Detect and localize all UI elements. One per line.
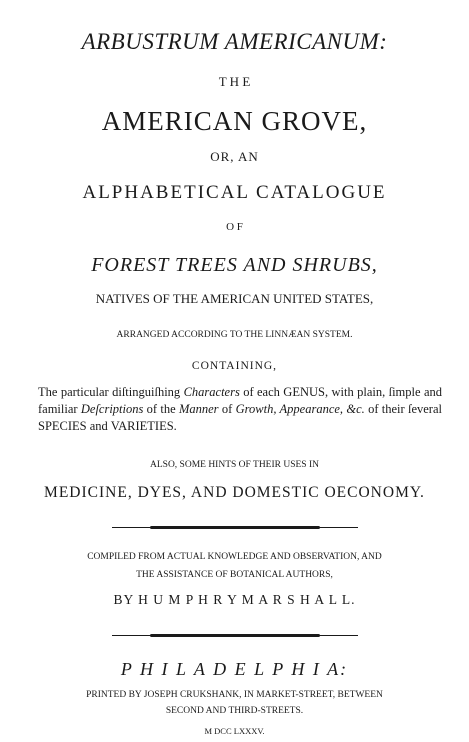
para-text-7: of [218,402,236,416]
or-an: OR, AN [210,149,259,164]
compiled-line-2: THE ASSISTANCE OF BOTANICAL AUTHORS, [136,570,333,580]
description-paragraph [38,384,442,435]
of-heading: O F [226,221,243,233]
printed-line-2: SECOND AND THIRD-STREETS. [165,706,304,716]
natives-line: NATIVES OF THE AMERICAN UNITED STATES, [95,291,374,306]
title-main: ARBUSTRUM AMERICANUM: [81,29,388,54]
city-line: P H I L A D E L P H I A: [120,659,349,679]
para-text-3: of each GENUS, with plain, ſimple and familiar [38,385,442,416]
compiled-line-1: COMPILED FROM ACTUAL KNOWLEDGE AND OBSERVATION, AND [87,552,382,562]
arranged-line: ARRANGED ACCORDING TO THE LINNÆAN SYSTEM. [116,330,353,340]
medicine-line: MEDICINE, DYES, AND DOMESTIC OECONOMY. [44,484,425,501]
containing-line: CONTAINING, [191,360,278,372]
forest-trees: FOREST TREES AND SHRUBS, [91,254,378,276]
date-line: M DCC LXXXV. [204,726,265,736]
para-text-5: of the [143,402,179,416]
grove-heading: AMERICAN GROVE, [101,106,368,136]
para-text-11: of their ſeveral SPECIES and VARIETIES. [38,402,442,433]
author-line: BY H U M P H R Y M A R S H A L L. [113,592,356,607]
the-heading: T H E [218,74,251,89]
printed-line-1: PRINTED BY JOSEPH CRUKSHANK, IN MARKET-STREET, BETWEEN [86,690,383,700]
para-manner: Manner [178,402,219,416]
para-growth: Growth, Appearance, [235,402,344,416]
para-etc: &c. [346,402,365,416]
alphabetical-catalogue: ALPHABETICAL CATALOGUE [82,182,387,203]
rule-1 [150,526,320,529]
also-line: ALSO, SOME HINTS OF THEIR USES IN [150,460,319,470]
para-descriptions: Deſcriptions [80,402,144,416]
para-characters: Characters [183,385,240,399]
para-text-1: The particular diſtinguiſhing [38,385,184,399]
rule-2 [150,634,320,637]
